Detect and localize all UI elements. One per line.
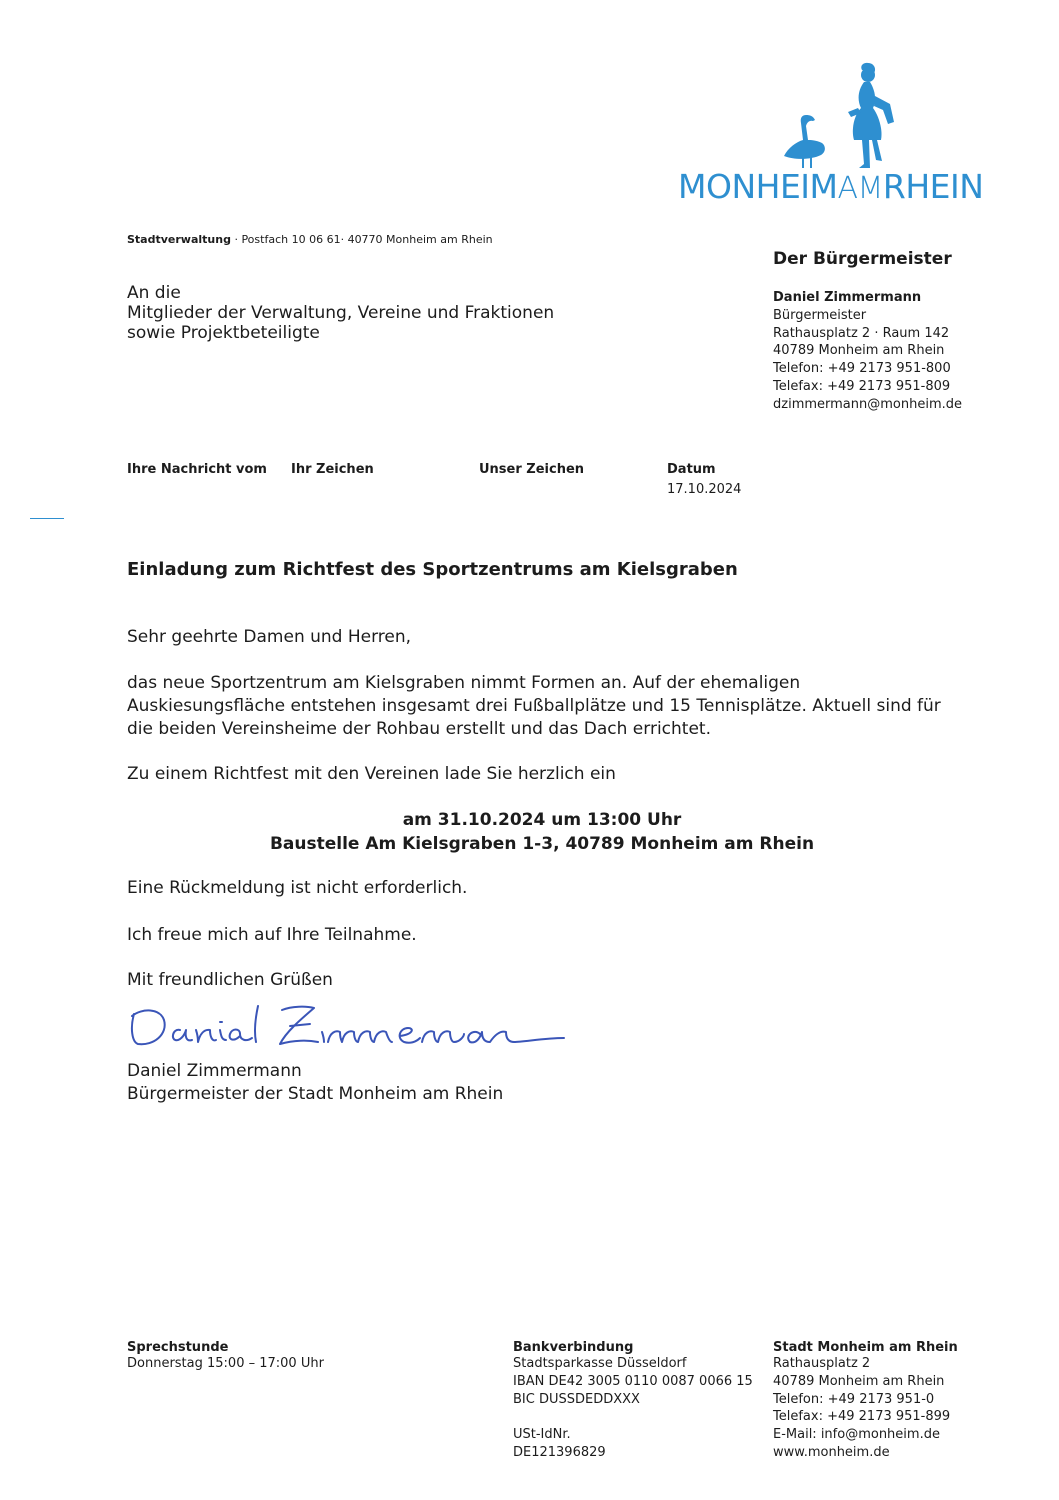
sender-line [127, 233, 493, 246]
letter-subject: Einladung zum Richtfest des Sportzentrums am Kielsgraben [127, 559, 738, 580]
recipient-line: An die [127, 283, 181, 303]
closing: Mit freundlichen Grüßen [127, 970, 333, 990]
looking-forward: Ich freue mich auf Ihre Teilnahme. [127, 925, 417, 945]
wordmark-monheim: MONHEIM [678, 167, 838, 206]
ref-your-sign: Ihr Zeichen [291, 462, 374, 477]
body-paragraph: das neue Sportzentrum am Kielsgraben nimmt Formen an. Auf der ehemaligen Auskiesungsfläche entstehen insgesamt drei Fußballplätze und 15 Tennisplätze. Aktuell sind für die beiden Vereinsheime der Rohbau erstellt und das Dach errichtet. [127, 673, 941, 739]
footer-website: www.monheim.de [773, 1444, 890, 1460]
footer-spacer [513, 1408, 753, 1426]
recipient-line: Mitglieder der Verwaltung, Vereine und Fraktionen [127, 303, 555, 323]
handwritten-signature [124, 1000, 574, 1055]
footer-line: Donnerstag 15:00 – 17:00 Uhr [127, 1356, 324, 1371]
contact-name: Daniel Zimmermann [773, 290, 922, 305]
footer-bank [513, 1340, 753, 1462]
ref-our-sign: Unser Zeichen [479, 462, 585, 477]
footer-line: Rathausplatz 2 [773, 1356, 871, 1371]
recipient-block [127, 283, 554, 343]
footer-line: 40789 Monheim am Rhein [773, 1373, 945, 1389]
footer-email: E-Mail: info@monheim.de [773, 1427, 940, 1443]
event-location: Baustelle Am Kielsgraben 1-3, 40789 Monheim am Rhein [269, 834, 815, 854]
recipient-line: sowie Projektbeteiligte [127, 323, 320, 343]
wordmark-am: AM [837, 171, 883, 206]
footer-line: Stadtsparkasse Düsseldorf [513, 1356, 687, 1371]
event-date-time: am 31.10.2024 um 13:00 Uhr [402, 810, 682, 830]
footer-iban: IBAN DE42 3005 0110 0087 0066 15 [513, 1373, 753, 1389]
footer-office-hours-title: Sprechstunde [127, 1340, 229, 1355]
ref-date-label: Datum [667, 462, 716, 477]
salutation: Sehr geehrte Damen und Herren, [127, 627, 412, 647]
ref-date-value: 17.10.2024 [667, 482, 742, 497]
footer-bic: BIC DUSSDEDDXXX [513, 1391, 640, 1407]
contact-line: Bürgermeister [773, 307, 867, 323]
ref-your-message: Ihre Nachricht vom [127, 462, 267, 477]
signature-title: Bürgermeister der Stadt Monheim am Rhein [127, 1084, 504, 1104]
contact-line: Rathausplatz 2 · Raum 142 [773, 325, 950, 341]
no-reply-note: Eine Rückmeldung ist nicht erforderlich. [127, 878, 468, 898]
footer-fax: Telefax: +49 2173 951-899 [773, 1409, 951, 1425]
invite-line: Zu einem Richtfest mit den Vereinen lade Sie herzlich ein [127, 764, 616, 784]
footer-vat-label: USt-IdNr. [513, 1427, 571, 1443]
wordmark-rhein: RHEIN [882, 167, 984, 206]
footer-office-hours [127, 1340, 324, 1373]
city-wordmark [678, 167, 984, 206]
contact-phone: Telefon: +49 2173 951-800 [773, 361, 951, 377]
signature-name: Daniel Zimmermann [127, 1061, 302, 1081]
contact-fax: Telefax: +49 2173 951-809 [773, 378, 951, 394]
contact-block [773, 289, 962, 414]
fold-mark [30, 518, 64, 519]
sender-address: · Postfach 10 06 61· 40770 Monheim am Rhein [230, 233, 493, 246]
footer-bank-title: Bankverbindung [513, 1340, 634, 1355]
sender-org: Stadtverwaltung [127, 233, 231, 246]
contact-email: dzimmermann@monheim.de [773, 396, 962, 412]
contact-line: 40789 Monheim am Rhein [773, 343, 945, 359]
mayor-heading: Der Bürgermeister [773, 249, 952, 269]
footer-city-title: Stadt Monheim am Rhein [773, 1340, 958, 1355]
footer-phone: Telefon: +49 2173 951-0 [773, 1391, 935, 1407]
footer-vat-id: DE121396829 [513, 1444, 606, 1460]
footer-city [773, 1340, 958, 1462]
